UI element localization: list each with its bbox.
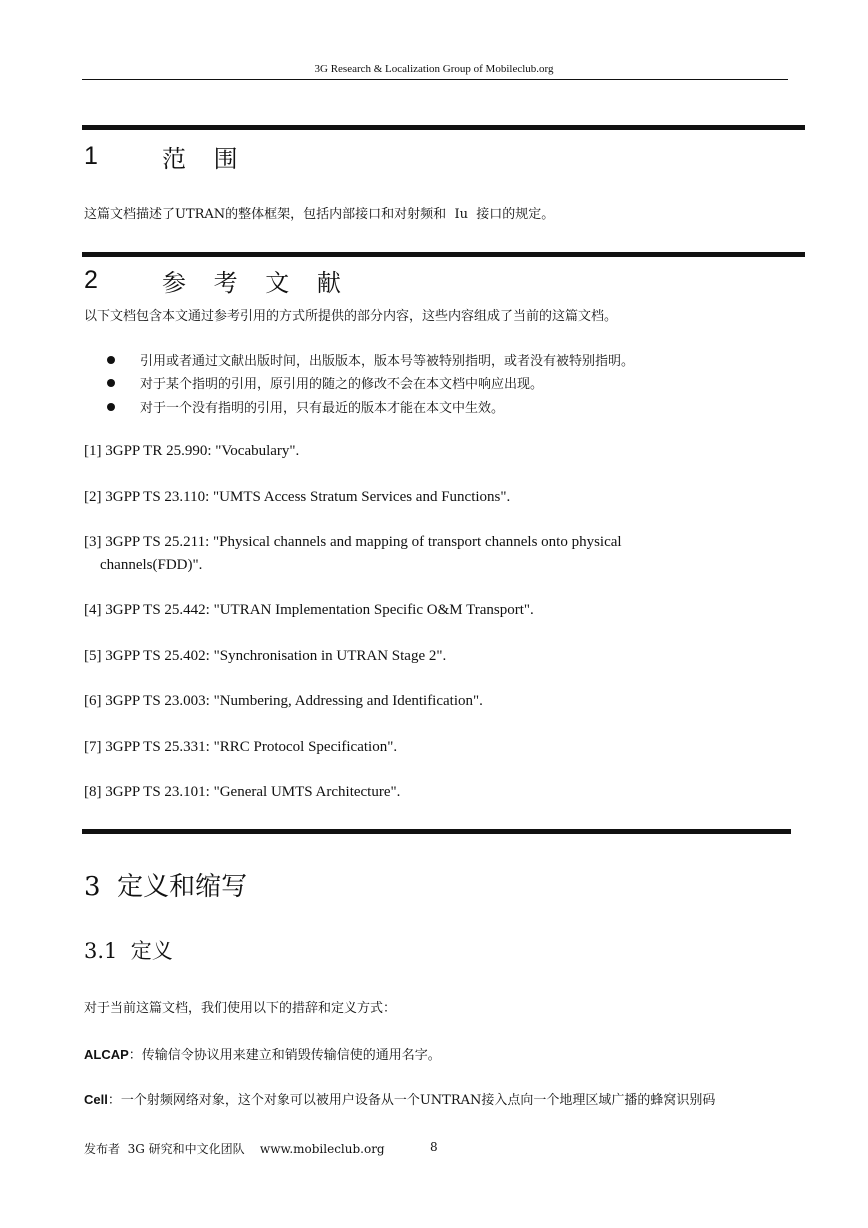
list-item-text: 引用或者通过文献出版时间，出版版本，版本号等被特别指明，或者没有被特别指明。: [140, 354, 635, 369]
page-header: 3G Research & Localization Group of Mobileclub.org: [314, 63, 554, 75]
list-item: [140, 350, 634, 369]
section2-intro: 以下文档包含本文通过参考引用的方式所提供的部分内容，这些内容组成了当前的这篇文档。: [84, 309, 618, 324]
reference-item-continued: channels(FDD)".: [100, 557, 203, 573]
reference-item: [2] 3GPP TS 23.110: "UMTS Access Stratum Services and Functions".: [84, 489, 511, 505]
bullet-icon: [107, 379, 115, 387]
definition-term: Cell: [84, 1092, 108, 1107]
reference-item: [1] 3GPP TR 25.990: "Vocabulary".: [84, 443, 300, 459]
definition-cell: [84, 1089, 715, 1108]
section3-1-title: 3.1 定义: [84, 939, 173, 963]
header-divider: [82, 79, 788, 80]
reference-item: [7] 3GPP TS 25.331: "RRC Protocol Specification".: [84, 739, 398, 755]
section1-text: 这篇文档描述了UTRAN的整体框架，包括内部接口和对射频和 Iu 接口的规定。: [84, 207, 555, 222]
list-item: [140, 397, 504, 416]
section-divider: [82, 252, 805, 257]
section-divider: [82, 829, 791, 834]
reference-item: [6] 3GPP TS 23.003: "Numbering, Addressing and Identification".: [84, 693, 483, 709]
page-number: 8: [430, 1140, 438, 1154]
definition-text: ：传输信令协议用来建立和销毁传输信使的通用名字。: [128, 1048, 441, 1063]
section3-title: 3 定义和缩写: [84, 872, 248, 902]
definition-text: ：一个射频网络对象，这个对象可以被用户设备从一个UNTRAN接入点向一个地理区域广播的蜂窝识别码: [107, 1093, 716, 1108]
list-item: [140, 373, 543, 392]
list-item-text: 对于某个指明的引用，原引用的随之的修改不会在本文档中响应出现。: [140, 377, 544, 392]
reference-item: [4] 3GPP TS 25.442: "UTRAN Implementation Specific O&M Transport".: [84, 602, 534, 618]
section2-title: 参 考 文 献: [162, 269, 351, 297]
reference-item: [3] 3GPP TS 25.211: "Physical channels and mapping of transport channels onto physical: [84, 534, 622, 550]
section2-number: 2: [84, 266, 98, 294]
section1-title: 范 围: [162, 145, 248, 173]
reference-item: [8] 3GPP TS 23.101: "General UMTS Architecture".: [84, 784, 401, 800]
definition-alcap: [84, 1044, 441, 1063]
section-divider: [82, 125, 805, 130]
section1-number: 1: [84, 142, 98, 170]
footer-publisher: 发布者 3G 研究和中文化团队 www.mobileclub.org: [84, 1142, 385, 1156]
section3-intro: 对于当前这篇文档，我们使用以下的措辞和定义方式：: [84, 1001, 397, 1016]
bullet-icon: [107, 403, 115, 411]
definition-term: ALCAP: [84, 1047, 129, 1062]
bullet-icon: [107, 356, 115, 364]
list-item-text: 对于一个没有指明的引用，只有最近的版本才能在本文中生效。: [140, 401, 505, 416]
reference-item: [5] 3GPP TS 25.402: "Synchronisation in UTRAN Stage 2".: [84, 648, 447, 664]
